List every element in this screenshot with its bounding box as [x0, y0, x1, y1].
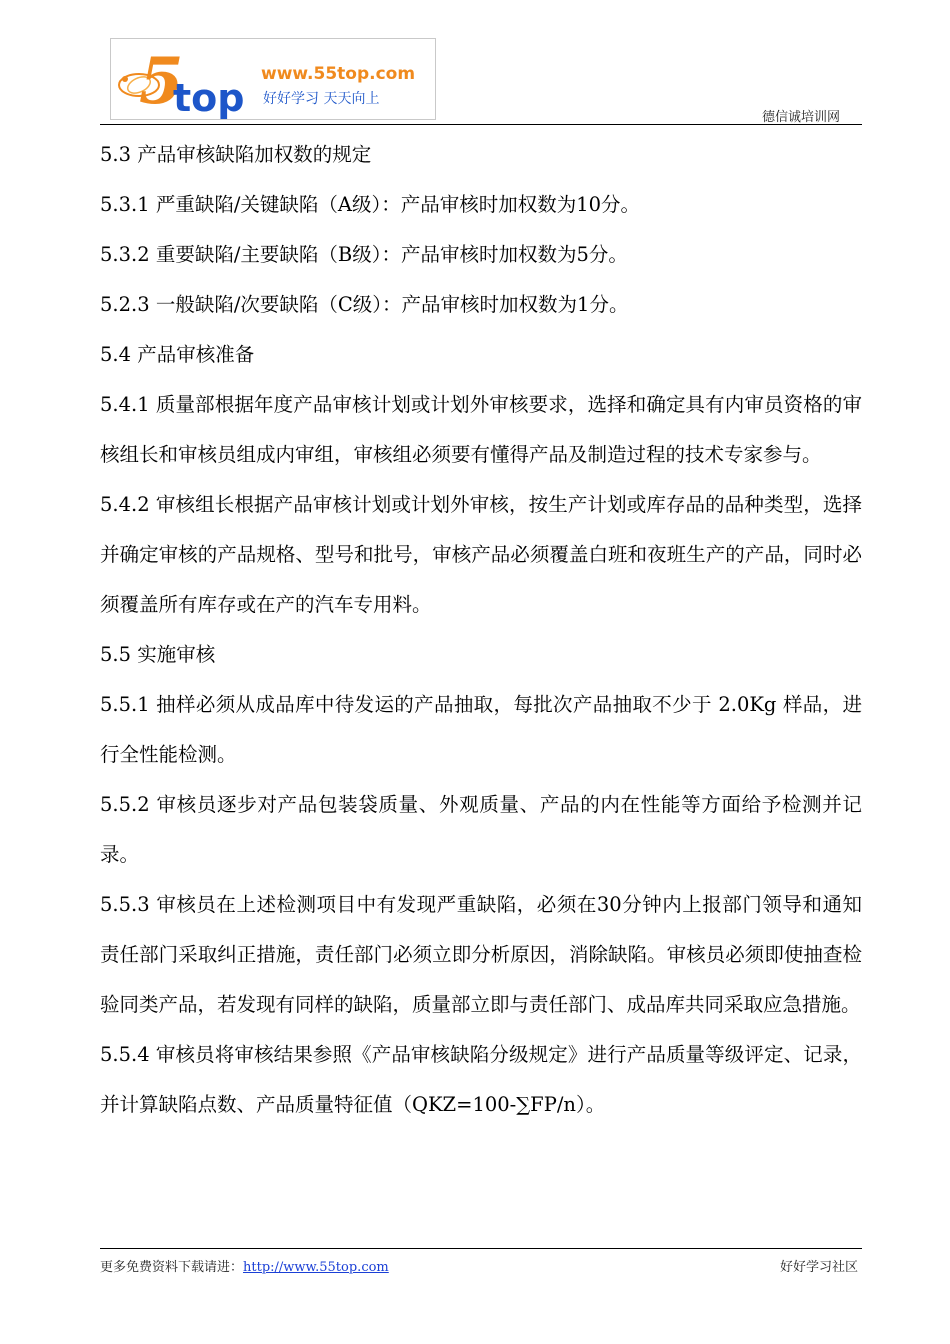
site-logo[interactable]: [110, 38, 436, 120]
header-divider: [100, 124, 862, 125]
footer-divider: [100, 1248, 862, 1249]
paragraph: 5.3.1 严重缺陷/关键缺陷（A级）：产品审核时加权数为10分。: [100, 193, 641, 216]
logo-brand: top: [173, 76, 245, 119]
paragraph: 5.5.3 审核员在上述检测项目中有发现严重缺陷，必须在30分钟内上报部门领导和通知责任部门采取纠正措施，责任部门必须立即分析原因，消除缺陷。审核员必须即使抽查检验同类产品，若发现有同样的缺陷，质量部立即与责任部门、成品库共同采取应急措施。: [100, 893, 862, 1016]
paragraph: 5.3 产品审核缺陷加权数的规定: [100, 143, 372, 166]
paragraph: 5.5.2 审核员逐步对产品包装袋质量、外观质量、产品的内在性能等方面给予检测并记录。: [100, 793, 862, 866]
paragraph: 5.3.2 重要缺陷/主要缺陷（B级）：产品审核时加权数为5分。: [100, 243, 628, 266]
document-body: [100, 130, 862, 1130]
paragraph: 5.4 产品审核准备: [100, 343, 255, 366]
paragraph: 5.5 实施审核: [100, 643, 216, 666]
footer-site-link[interactable]: http://www.55top.com: [243, 1260, 389, 1275]
paragraph: 5.4.1 质量部根据年度产品审核计划或计划外审核要求，选择和确定具有内审员资格的审核组长和审核员组成内审组，审核组必须要有懂得产品及制造过程的技术专家参与。: [100, 393, 862, 466]
header-site-name: 德信诚培训网: [761, 110, 840, 125]
footer-download-note: [100, 1256, 389, 1275]
logo-big-number: 5: [139, 44, 184, 119]
paragraph: 5.5.4 审核员将审核结果参照《产品审核缺陷分级规定》进行产品质量等级评定、记录，并计算缺陷点数、产品质量特征值（QKZ=100-∑FP/n）。: [100, 1043, 862, 1116]
logo-slogan: 好好学习 天天向上: [263, 91, 380, 107]
logo-url: www.55top.com: [261, 64, 416, 84]
paragraph: 5.2.3 一般缺陷/次要缺陷（C级）：产品审核时加权数为1分。: [100, 293, 629, 316]
paragraph: 5.5.1 抽样必须从成品库中待发运的产品抽取，每批次产品抽取不少于 2.0Kg 样品，进行全性能检测。: [100, 693, 862, 766]
footer-download-text: 更多免费资料下载请进：: [100, 1260, 244, 1275]
paragraph: 5.4.2 审核组长根据产品审核计划或计划外审核，按生产计划或库存品的品种类型，选择并确定审核的产品规格、型号和批号，审核产品必须覆盖白班和夜班生产的产品，同时必须覆盖所有库存或在产的汽车专用料。: [100, 493, 862, 616]
footer-community-name: 好好学习社区: [779, 1260, 858, 1275]
